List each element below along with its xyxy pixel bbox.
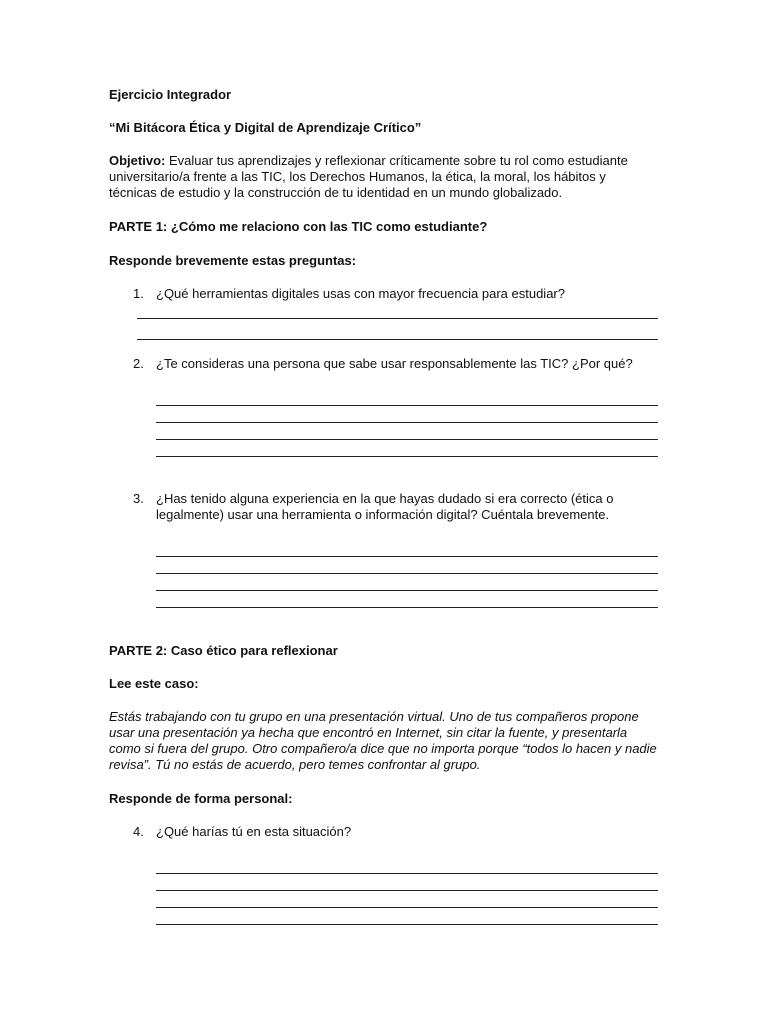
part1-instruction: Responde brevemente estas preguntas: xyxy=(109,253,357,268)
question-number: 3. xyxy=(133,491,144,506)
answer-line[interactable] xyxy=(137,339,658,340)
objective-label: Objetivo: xyxy=(109,153,166,168)
question-text: ¿Qué harías tú en esta situación? xyxy=(156,824,352,839)
answer-line[interactable] xyxy=(156,890,658,891)
respond-label: Responde de forma personal: xyxy=(109,791,293,806)
question-number: 2. xyxy=(133,356,144,371)
part2-heading: PARTE 2: Caso ético para reflexionar xyxy=(109,643,338,658)
answer-line[interactable] xyxy=(156,456,658,457)
answer-line[interactable] xyxy=(156,590,658,591)
part1-heading: PARTE 1: ¿Cómo me relaciono con las TIC como estudiante? xyxy=(109,219,488,234)
answer-line[interactable] xyxy=(156,924,658,925)
answer-line[interactable] xyxy=(156,405,658,406)
case-text: Estás trabajando con tu grupo en una presentación virtual. Uno de tus compañeros propone usar una presentación ya hecha que encontró en Internet, sin citar la fuente, y presentarla como si fuera del grupo. Otro compañero/a dice que no importa porque “todos lo hacen y nadie revisa”. Tú no estás de acuerdo, pero temes confrontar al grupo. xyxy=(109,709,657,772)
question-3 xyxy=(133,491,657,523)
answer-line[interactable] xyxy=(156,573,658,574)
document-subtitle: “Mi Bitácora Ética y Digital de Aprendizaje Crítico” xyxy=(109,120,422,135)
question-1 xyxy=(133,286,657,302)
question-2 xyxy=(133,356,657,372)
answer-line[interactable] xyxy=(156,873,658,874)
answer-line[interactable] xyxy=(156,907,658,908)
answer-line[interactable] xyxy=(137,318,658,319)
question-text: ¿Has tenido alguna experiencia en la que hayas dudado si era correcto (ética o legalmente) usar una herramienta o información digital? Cuéntala brevemente. xyxy=(156,491,614,522)
document-title: Ejercicio Integrador xyxy=(109,87,232,102)
question-number: 1. xyxy=(133,286,144,301)
objective-paragraph xyxy=(109,153,657,201)
question-number: 4. xyxy=(133,824,144,839)
question-text: ¿Qué herramientas digitales usas con mayor frecuencia para estudiar? xyxy=(156,286,565,301)
objective-text: Evaluar tus aprendizajes y reflexionar críticamente sobre tu rol como estudiante universitario/a frente a las TIC, los Derechos Humanos, la ética, la moral, los hábitos y técnicas de estudio y la construcción de tu identidad en un mundo globalizado. xyxy=(109,153,628,200)
answer-line[interactable] xyxy=(156,607,658,608)
case-read-label: Lee este caso: xyxy=(109,676,199,691)
answer-line[interactable] xyxy=(156,556,658,557)
question-text: ¿Te consideras una persona que sabe usar responsablemente las TIC? ¿Por qué? xyxy=(156,356,633,371)
question-4 xyxy=(133,824,657,840)
answer-line[interactable] xyxy=(156,439,658,440)
answer-line[interactable] xyxy=(156,422,658,423)
